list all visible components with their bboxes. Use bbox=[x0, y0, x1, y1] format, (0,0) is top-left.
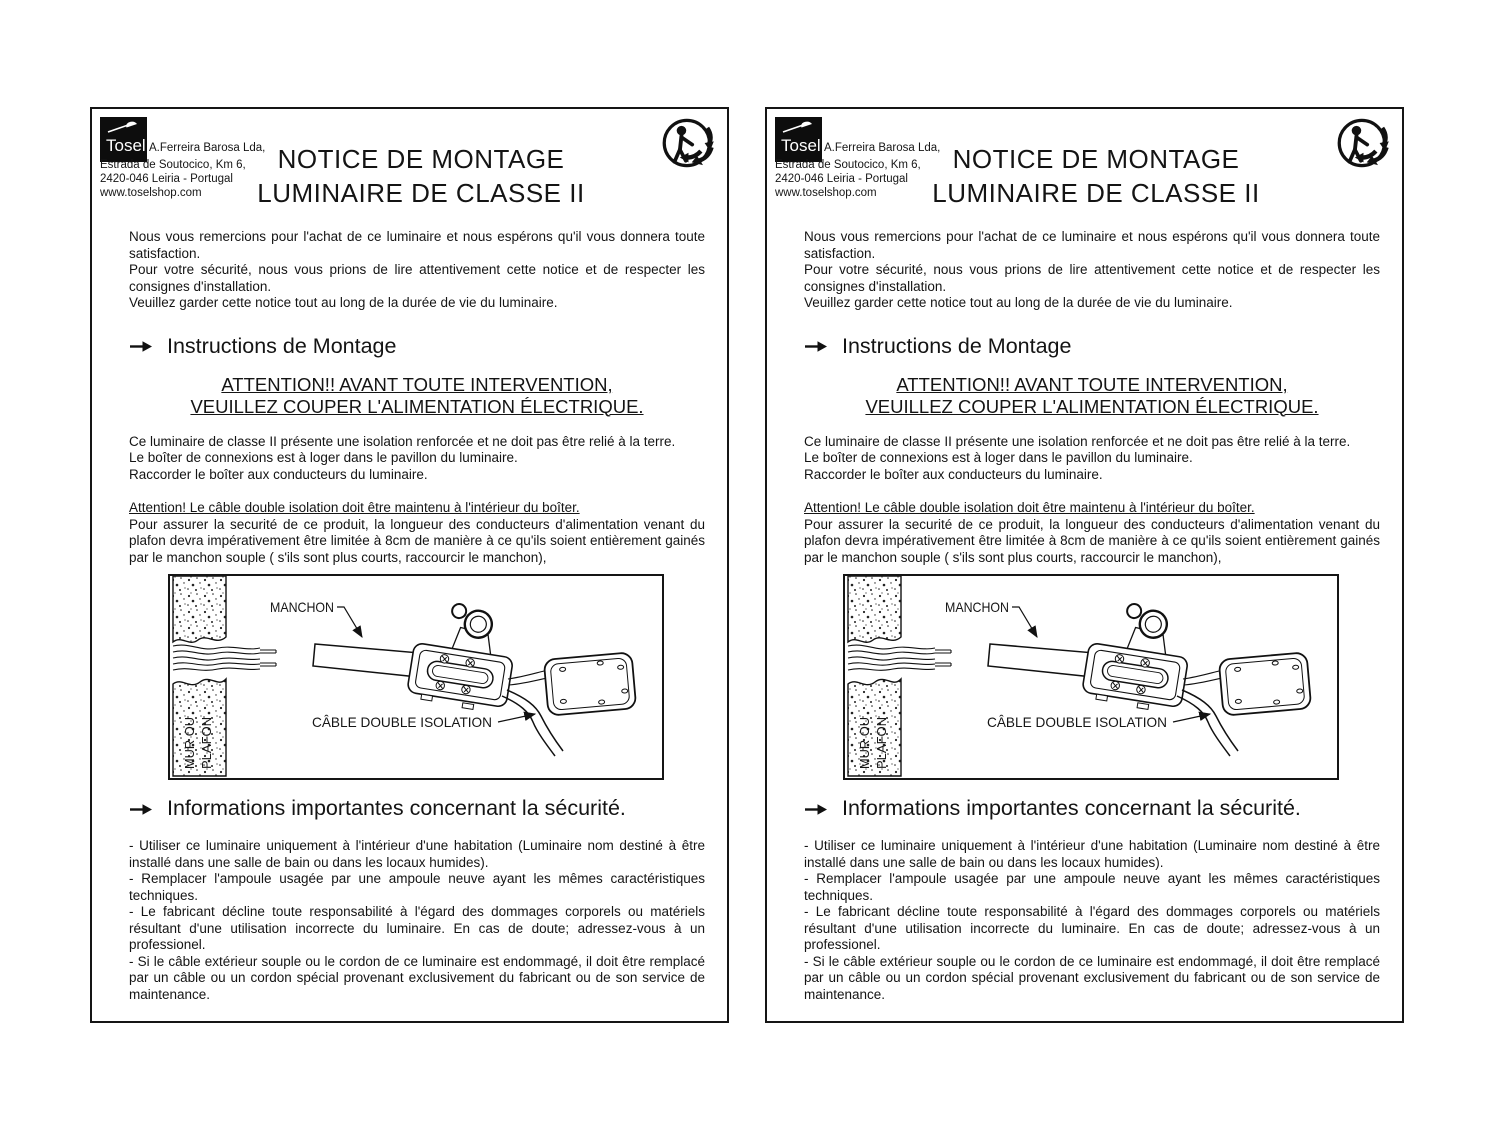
warning-line2: VEUILLEZ COUPER L'ALIMENTATION ÉLECTRIQUE. bbox=[865, 395, 1319, 417]
triman-recycling-icon bbox=[1336, 115, 1392, 171]
page-title-line1: NOTICE DE MONTAGE bbox=[277, 144, 565, 174]
section-heading-montage: Instructions de Montage bbox=[129, 334, 705, 358]
section-heading-safety: Informations importantes concernant la sécurité. bbox=[129, 796, 705, 820]
tosel-logo-icon bbox=[100, 117, 147, 162]
safety-item: - Le fabricant décline toute responsabilité à l'égard des dommages corporels ou matériels résultant d'une utilisation incorrecte du luminaire. En cas de doute; adressez-vous à un professionel. bbox=[804, 904, 1380, 952]
diagram-label-wall-line1: MUR OU bbox=[183, 718, 197, 769]
diagram-label-wall-line1: MUR OU bbox=[858, 718, 872, 769]
supply-wires bbox=[848, 645, 951, 670]
intro-paragraph: Pour votre sécurité, nous vous prions de lire attentivement cette notice et de respecter les consignes d'installation. bbox=[804, 262, 1380, 294]
safety-item: - Utiliser ce luminaire uniquement à l'intérieur d'une habitation (Luminaire nom destiné à être installé dans une salle de bain ou dans les locaux humides). bbox=[129, 838, 705, 870]
brand-address-line: 2420-046 Leiria - Portugal bbox=[775, 173, 908, 185]
diagram-label-manchon: MANCHON bbox=[270, 599, 334, 615]
sleeve-paragraph: Pour assurer la securité de ce produit, la longueur des conducteurs d'alimentation venant du plafon devra impérativement être limitée à 8cm de manière à ce qu'ils soient entièrement gainés par le manchon souple ( s'ils sont plus courts, raccourcir le manchon), bbox=[804, 516, 1380, 565]
arrow-right-icon bbox=[804, 803, 828, 816]
brand-address-line: Estrada de Soutocico, Km 6, bbox=[775, 159, 921, 171]
page-body bbox=[804, 229, 1380, 1003]
diagram-label-cable: CÂBLE DOUBLE ISOLATION bbox=[987, 714, 1167, 730]
page-title bbox=[192, 142, 650, 210]
svg-text:Tosel: Tosel bbox=[106, 136, 146, 155]
safety-item: - Remplacer l'ampoule usagée par une ampoule neuve ayant les mêmes caractéristiques techniques. bbox=[804, 871, 1380, 903]
assembly-diagram bbox=[843, 574, 1339, 780]
wall-upper-section bbox=[173, 576, 226, 642]
section-heading-safety: Informations importantes concernant la sécurité. bbox=[804, 796, 1380, 820]
tosel-logo-icon bbox=[775, 117, 822, 162]
cover-box bbox=[1219, 652, 1312, 715]
diagram-label-wall-line2: PLAFON bbox=[200, 718, 214, 769]
brand-address-link: www.toselshop.com bbox=[775, 187, 877, 199]
warning-line2: VEUILLEZ COUPER L'ALIMENTATION ÉLECTRIQUE. bbox=[190, 395, 644, 417]
class2-info bbox=[129, 434, 705, 484]
svg-text:Tosel: Tosel bbox=[781, 136, 821, 155]
warning-heading bbox=[129, 374, 705, 418]
safety-item: - Si le câble extérieur souple ou le cordon de ce luminaire est endommagé, il doit être remplacé par un câble ou un cordon spécial provenant exclusivement du fabricant ou de son service de maintenance. bbox=[804, 953, 1380, 1002]
tosel-logo bbox=[100, 117, 147, 162]
assembly-diagram-drawing bbox=[845, 576, 1337, 778]
arrow-right-icon bbox=[804, 340, 828, 353]
class2-line: Ce luminaire de classe II présente une isolation renforcée et ne doit pas être relié à la terre. bbox=[804, 433, 1351, 449]
page-body bbox=[129, 229, 705, 1003]
safety-list bbox=[129, 838, 705, 1003]
warning-line1: ATTENTION!! AVANT TOUTE INTERVENTION, bbox=[896, 373, 1288, 395]
class2-line: Raccorder le boîter aux conducteurs du luminaire. bbox=[804, 466, 1103, 482]
page-title-line2: LUMINAIRE DE CLASSE II bbox=[257, 178, 585, 208]
warning-heading bbox=[804, 374, 1380, 418]
brand-address-link: www.toselshop.com bbox=[100, 187, 202, 199]
assembly-diagram bbox=[168, 574, 664, 780]
page-title-line1: NOTICE DE MONTAGE bbox=[952, 144, 1240, 174]
safety-item: - Le fabricant décline toute responsabilité à l'égard des dommages corporels ou matériels résultant d'une utilisation incorrecte du luminaire. En cas de doute; adressez-vous à un professionel. bbox=[129, 904, 705, 952]
assembly-diagram-drawing bbox=[170, 576, 662, 778]
brand-address-line: Estrada de Soutocico, Km 6, bbox=[100, 159, 246, 171]
intro-paragraph: Nous vous remercions pour l'achat de ce luminaire et nous espérons qu'il vous donnera toute satisfaction. bbox=[804, 229, 1380, 261]
intro-paragraph: Pour votre sécurité, nous vous prions de lire attentivement cette notice et de respecter les consignes d'installation. bbox=[129, 262, 705, 294]
brand-address-line: A.Ferreira Barosa Lda, bbox=[149, 142, 266, 154]
sleeve-paragraph: Pour assurer la securité de ce produit, la longueur des conducteurs d'alimentation venant du plafon devra impérativement être limitée à 8cm de manière à ce qu'ils soient entièrement gainés par le manchon souple ( s'ils sont plus courts, raccourcir le manchon), bbox=[129, 516, 705, 565]
page-left bbox=[90, 107, 729, 1023]
brand-address-line: 2420-046 Leiria - Portugal bbox=[100, 173, 233, 185]
safety-item: - Remplacer l'ampoule usagée par une ampoule neuve ayant les mêmes caractéristiques techniques. bbox=[129, 871, 705, 903]
class2-line: Le boîter de connexions est à loger dans le pavillon du luminaire. bbox=[129, 450, 518, 465]
sleeve-shape bbox=[988, 644, 1095, 677]
wall-upper-section bbox=[848, 576, 901, 642]
diagram-label-cable: CÂBLE DOUBLE ISOLATION bbox=[312, 714, 492, 730]
notice-page bbox=[90, 107, 729, 1023]
safety-item: - Si le câble extérieur souple ou le cordon de ce luminaire est endommagé, il doit être remplacé par un câble ou un cordon spécial provenant exclusivement du fabricant ou de son service de maintenance. bbox=[129, 953, 705, 1002]
class2-line: Ce luminaire de classe II présente une isolation renforcée et ne doit pas être relié à la terre. bbox=[129, 433, 676, 449]
arrow-right-icon bbox=[129, 803, 153, 816]
cover-box bbox=[544, 652, 637, 715]
diagram-label-wall-line2: PLAFON bbox=[875, 718, 889, 769]
intro-paragraph: Veuillez garder cette notice tout au long de la durée de vie du luminaire. bbox=[129, 295, 558, 310]
safety-item: - Utiliser ce luminaire uniquement à l'intérieur d'une habitation (Luminaire nom destiné à être installé dans une salle de bain ou dans les locaux humides). bbox=[804, 838, 1380, 870]
triman-recycling-icon bbox=[661, 115, 717, 171]
tosel-logo bbox=[775, 117, 822, 162]
supply-wires bbox=[173, 645, 276, 670]
class2-info bbox=[804, 434, 1380, 484]
attention-note: Attention! Le câble double isolation doit être maintenu à l'intérieur du boîter. bbox=[804, 500, 1255, 515]
intro-paragraph: Nous vous remercions pour l'achat de ce luminaire et nous espérons qu'il vous donnera toute satisfaction. bbox=[129, 229, 705, 261]
class2-line: Le boîter de connexions est à loger dans le pavillon du luminaire. bbox=[804, 450, 1193, 465]
arrow-right-icon bbox=[129, 340, 153, 353]
sleeve-shape bbox=[313, 644, 420, 677]
intro-paragraph: Veuillez garder cette notice tout au long de la durée de vie du luminaire. bbox=[804, 295, 1233, 310]
page-title-line2: LUMINAIRE DE CLASSE II bbox=[932, 178, 1260, 208]
section-heading-montage: Instructions de Montage bbox=[804, 334, 1380, 358]
notice-page bbox=[765, 107, 1404, 1023]
diagram-label-manchon: MANCHON bbox=[945, 599, 1009, 615]
page-title bbox=[867, 142, 1325, 210]
brand-address-line: A.Ferreira Barosa Lda, bbox=[824, 142, 941, 154]
class2-line: Raccorder le boîter aux conducteurs du luminaire. bbox=[129, 466, 428, 482]
page-right bbox=[765, 107, 1404, 1023]
safety-list bbox=[804, 838, 1380, 1003]
attention-note: Attention! Le câble double isolation doit être maintenu à l'intérieur du boîter. bbox=[129, 500, 580, 515]
warning-line1: ATTENTION!! AVANT TOUTE INTERVENTION, bbox=[221, 373, 613, 395]
